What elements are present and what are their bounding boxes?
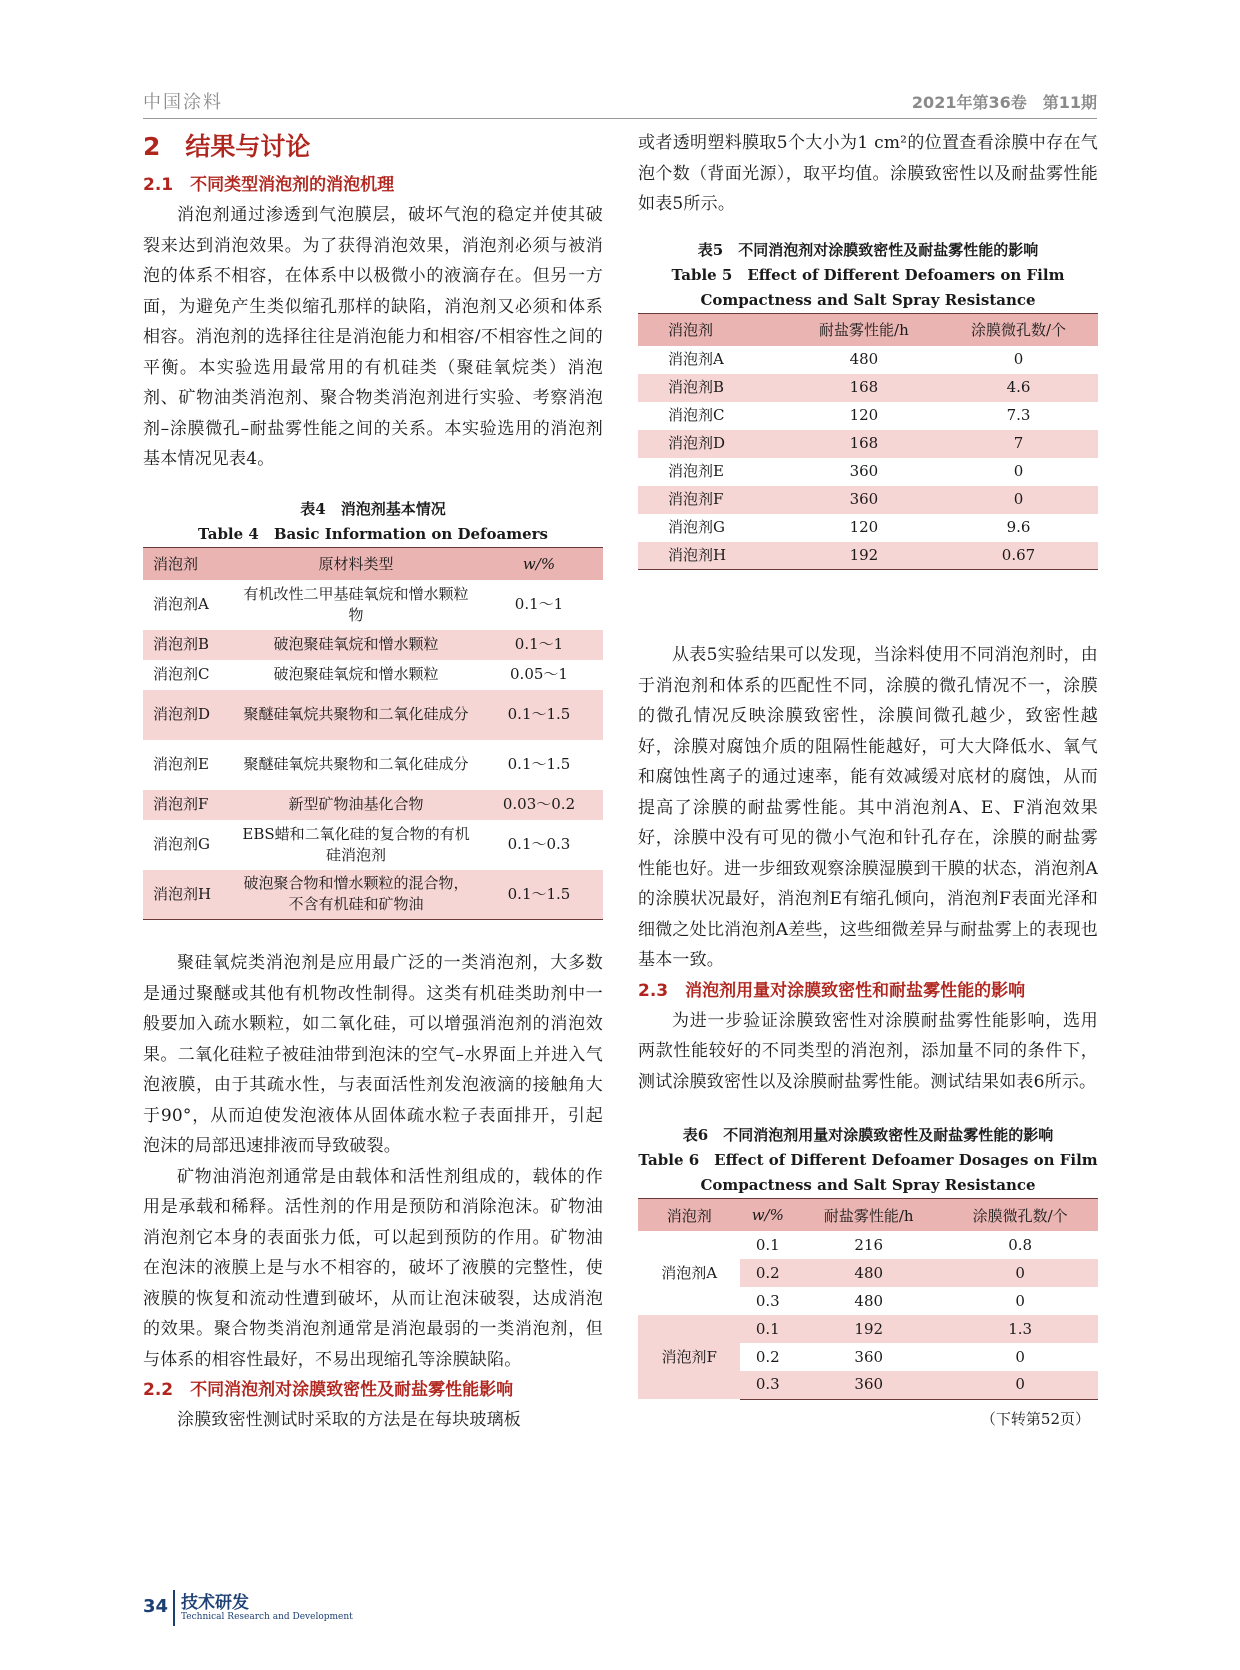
table5-caption-en-1: Table 5 Effect of Different Defoamers on Film bbox=[671, 265, 1065, 284]
table-row bbox=[638, 346, 1098, 374]
table-cell: 消泡剂A bbox=[153, 595, 209, 613]
table-row bbox=[638, 1231, 1098, 1259]
subsection-2-3-title: 2.3 消泡剂用量对涂膜致密性和耐盐雾性能的影响 bbox=[638, 980, 1026, 1001]
table-cell: 新型矿物油基化合物 bbox=[237, 790, 475, 820]
table-6 bbox=[638, 1198, 1098, 1400]
table-cell: 消泡剂C bbox=[153, 665, 210, 683]
table-cell: 0.8 bbox=[1008, 1235, 1033, 1254]
paragraph: 矿物油消泡剂通常是由载体和活性剂组成的，载体的作用是承载和稀释。活性剂的作用是预防和消除泡沫。矿物油消泡剂它本身的表面张力低，可以起到预防的作用。矿物油在泡沫的液膜上是与水不相容的，破坏了液膜的完整性，使液膜的恢复和流动性遭到破坏，从而让泡沫破裂，达成消泡的效果。聚合物类消泡剂通常是消泡最弱的一类消泡剂，但与体系的相容性最好，不易出现缩孔等涂膜缺陷。 bbox=[143, 1166, 603, 1370]
table-cell: 360 bbox=[789, 486, 939, 514]
table6-caption-en-1: Table 6 Effect of Different Defoamer Dosages on Film bbox=[638, 1151, 1098, 1169]
paragraph: 从表5实验结果可以发现，当涂料使用不同消泡剂时，由于消泡剂和体系的匹配性不同，涂膜的微孔情况不一，涂膜的微孔情况反映涂膜致密性，涂膜间微孔越少，致密性越好，涂膜对腐蚀介质的阻隔性能越好，可大大降低水、氧气和腐蚀性离子的通过速率，能有效减缓对底材的腐蚀，从而提高了涂膜的耐盐雾性能。其中消泡剂A、E、F消泡效果好，涂膜中没有可见的微小气泡和针孔存在，涂膜的耐盐雾性能也好。进一步细致观察涂膜湿膜到干膜的状态，消泡剂A的涂膜状况最好，消泡剂E有缩孔倾向，消泡剂F表面光泽和细微之处比消泡剂A差些，这些细微差异与耐盐雾上的表现也基本一致。 bbox=[638, 645, 1098, 970]
table-cell: 0.67 bbox=[939, 542, 1098, 570]
table-cell: 168 bbox=[789, 430, 939, 458]
table-cell: 消泡剂G bbox=[668, 518, 725, 536]
table-row bbox=[638, 430, 1098, 458]
table-cell: 消泡剂D bbox=[638, 430, 789, 458]
table-cell: 360 bbox=[849, 462, 879, 480]
table-row bbox=[143, 790, 603, 820]
table-cell: EBS蜡和二氧化硅的复合物的有机硅消泡剂 bbox=[242, 824, 470, 864]
table-cell: 168 bbox=[789, 374, 939, 402]
table-cell: 聚醚硅氧烷共聚物和二氧化硅成分 bbox=[243, 755, 469, 773]
table-row bbox=[638, 374, 1098, 402]
table-cell: 0.1 bbox=[740, 1315, 795, 1343]
table-cell: 0 bbox=[1013, 350, 1024, 368]
table-row bbox=[143, 740, 603, 790]
table4-caption-cn: 表4 消泡剂基本情况 bbox=[300, 499, 446, 518]
table-cell: 0 bbox=[1015, 1347, 1025, 1366]
table-cell: 1.3 bbox=[942, 1315, 1098, 1343]
paragraph: 或者透明塑料膜取5个大小为1 cm²的位置查看涂膜中存在气泡个数（背面光源），取平均值。涂膜致密性以及耐盐雾性能如表5所示。 bbox=[638, 133, 1098, 214]
table-5-body bbox=[638, 346, 1098, 570]
table-cell: 192 bbox=[789, 542, 939, 570]
table-4-body bbox=[143, 580, 603, 920]
table-row bbox=[143, 690, 603, 740]
table-row bbox=[638, 402, 1098, 430]
paragraph: 消泡剂通过渗透到气泡膜层，破坏气泡的稳定并使其破裂来达到消泡效果。为了获得消泡效果，消泡剂必须与被消泡的体系不相容，在体系中以极微小的液滴存在。但另一方面，为避免产生类似缩孔那样的缺陷，消泡剂又必须和体系相容。消泡剂的选择往往是消泡能力和相容/不相容性之间的平衡。本实验选用最常用的有机硅类（聚硅氧烷类）消泡剂、矿物油类消泡剂、聚合物类消泡剂进行实验、考察消泡剂–涂膜微孔–耐盐雾性能之间的关系。本实验选用的消泡剂基本情况见表4。 bbox=[143, 205, 603, 469]
table-row bbox=[143, 870, 603, 920]
table-row bbox=[143, 820, 603, 870]
subsection-2-2-title: 2.2 不同消泡剂对涂膜致密性及耐盐雾性能影响 bbox=[143, 1380, 514, 1400]
table-header: 耐盐雾性能/h bbox=[789, 313, 939, 346]
right-column bbox=[638, 128, 1098, 1429]
table-cell: 480 bbox=[795, 1259, 942, 1287]
table-6-body bbox=[638, 1231, 1098, 1399]
table-cell: 216 bbox=[854, 1235, 884, 1254]
table-cell: 0.3 bbox=[740, 1371, 795, 1399]
table-cell: 192 bbox=[795, 1315, 942, 1343]
page-header bbox=[143, 88, 1097, 119]
table-cell: 7.3 bbox=[1006, 406, 1031, 424]
table-row bbox=[638, 458, 1098, 486]
paragraph: 聚硅氧烷类消泡剂是应用最广泛的一类消泡剂，大多数是通过聚醚或其他有机物改性制得。这类有机硅类助剂中一般要加入疏水颗粒，如二氧化硅，可以增强消泡剂的消泡效果。二氧化硅粒子被硅油带到泡沫的空气–水界面上并进入气泡液膜，由于其疏水性，与表面活性剂发泡液滴的接触角大于90°，从而迫使发泡液体从固体疏水粒子表面排开，引起泡沫的局部迅速排液而导致破裂。 bbox=[143, 953, 603, 1156]
table-group-cell: 消泡剂A bbox=[638, 1231, 740, 1315]
table-cell: 0.1～1 bbox=[475, 630, 603, 660]
table-header: 耐盐雾性能/h bbox=[795, 1199, 942, 1232]
table-cell: 0 bbox=[1013, 462, 1024, 480]
table-5 bbox=[638, 313, 1098, 571]
table-cell: 消泡剂F bbox=[638, 486, 789, 514]
table-cell: 7 bbox=[939, 430, 1098, 458]
continued-note: （下转第52页） bbox=[980, 1409, 1090, 1428]
table-cell: 0.2 bbox=[740, 1259, 795, 1287]
table-cell: 0 bbox=[939, 486, 1098, 514]
table-row bbox=[638, 514, 1098, 542]
table-row bbox=[638, 542, 1098, 570]
table-cell: 消泡剂E bbox=[153, 755, 209, 773]
table-cell: 0.1～0.3 bbox=[507, 835, 571, 853]
table-cell: 消泡剂B bbox=[143, 630, 237, 660]
table-header: 消泡剂 bbox=[638, 1199, 740, 1232]
table-cell: 360 bbox=[795, 1371, 942, 1399]
table-cell: 0 bbox=[942, 1259, 1098, 1287]
table-cell: 0.1～1.5 bbox=[475, 690, 603, 740]
table-cell: 0.1～1 bbox=[514, 595, 564, 613]
table-cell: 消泡剂H bbox=[638, 542, 789, 570]
table-cell: 消泡剂C bbox=[668, 406, 725, 424]
table6-caption-en-2: Compactness and Salt Spray Resistance bbox=[700, 1176, 1036, 1194]
table-cell: 0.1～1.5 bbox=[475, 870, 603, 920]
table-cell: 360 bbox=[854, 1347, 884, 1366]
table-cell: 480 bbox=[854, 1291, 884, 1310]
issue-info: 2021年第36卷 第11期 bbox=[911, 93, 1097, 112]
table-cell: 消泡剂G bbox=[153, 835, 210, 853]
table-cell: 聚醚硅氧烷共聚物和二氧化硅成分 bbox=[237, 690, 475, 740]
table-row bbox=[638, 1315, 1098, 1343]
journal-name: 中国涂料 bbox=[143, 92, 223, 113]
table-cell: 消泡剂D bbox=[143, 690, 237, 740]
table-cell: 破泡聚硅氧烷和憎水颗粒 bbox=[237, 630, 475, 660]
table-cell: 0.2 bbox=[755, 1347, 780, 1366]
table-cell: 消泡剂H bbox=[143, 870, 237, 920]
table-cell: 0 bbox=[942, 1371, 1098, 1399]
table-header: w/% bbox=[475, 547, 603, 580]
table-cell: 0.1～1.5 bbox=[507, 755, 571, 773]
table-cell: 120 bbox=[849, 406, 879, 424]
footer-section-en: Technical Research and Development bbox=[181, 1612, 353, 1622]
table-cell: 消泡剂E bbox=[668, 462, 724, 480]
left-column bbox=[143, 128, 603, 1436]
table-row bbox=[143, 580, 603, 630]
table-4 bbox=[143, 547, 603, 921]
table-cell: 4.6 bbox=[939, 374, 1098, 402]
footer-divider bbox=[173, 1590, 175, 1626]
table-header: 消泡剂 bbox=[638, 313, 789, 346]
table-header: 涂膜微孔数/个 bbox=[942, 1199, 1098, 1232]
table-cell: 破泡聚合物和憎水颗粒的混合物，不含有机硅和矿物油 bbox=[237, 870, 475, 920]
table-cell: 消泡剂A bbox=[668, 350, 724, 368]
table-header: 消泡剂 bbox=[143, 547, 237, 580]
table4-caption-en: Table 4 Basic Information on Defoamers bbox=[198, 524, 548, 543]
table-cell: 0.05～1 bbox=[510, 665, 568, 683]
section-heading-results: 2 结果与讨论 bbox=[143, 132, 311, 161]
table-cell: 0.1 bbox=[755, 1235, 780, 1254]
table-group-cell: 消泡剂F bbox=[638, 1315, 740, 1399]
table6-caption-cn: 表6 不同消泡剂用量对涂膜致密性及耐盐雾性能的影响 bbox=[682, 1126, 1054, 1144]
paragraph: 为进一步验证涂膜致密性对涂膜耐盐雾性能影响，选用两款性能较好的不同类型的消泡剂，添加量不同的条件下，测试涂膜致密性以及涂膜耐盐雾性能。测试结果如表6所示。 bbox=[638, 1010, 1098, 1092]
table-header: 涂膜微孔数/个 bbox=[939, 313, 1098, 346]
table-cell: 0 bbox=[1015, 1291, 1025, 1310]
table-cell: 消泡剂B bbox=[638, 374, 789, 402]
table-cell: 0.3 bbox=[755, 1291, 780, 1310]
footer-section-cn: 技术研发 bbox=[181, 1593, 249, 1613]
table-header: w/% bbox=[740, 1199, 795, 1232]
table-row bbox=[638, 486, 1098, 514]
table-header: 原材料类型 bbox=[237, 547, 475, 580]
table-cell: 破泡聚硅氧烷和憎水颗粒 bbox=[273, 665, 439, 683]
table-cell: 有机改性二甲基硅氧烷和憎水颗粒物 bbox=[243, 584, 469, 624]
table-cell: 9.6 bbox=[1006, 518, 1031, 536]
table-row bbox=[143, 660, 603, 690]
table-row bbox=[143, 630, 603, 660]
table5-caption-en-2: Compactness and Salt Spray Resistance bbox=[700, 290, 1036, 309]
table5-caption-cn: 表5 不同消泡剂对涂膜致密性及耐盐雾性能的影响 bbox=[697, 240, 1039, 259]
table-cell: 消泡剂F bbox=[143, 790, 237, 820]
subsection-2-1-title: 2.1 不同类型消泡剂的消泡机理 bbox=[143, 175, 395, 195]
page-number: 34 bbox=[143, 1596, 169, 1617]
table-cell: 0.03～0.2 bbox=[475, 790, 603, 820]
paragraph: 涂膜致密性测试时采取的方法是在每块玻璃板 bbox=[177, 1410, 521, 1430]
table-cell: 480 bbox=[849, 350, 879, 368]
table-cell: 120 bbox=[849, 518, 879, 536]
